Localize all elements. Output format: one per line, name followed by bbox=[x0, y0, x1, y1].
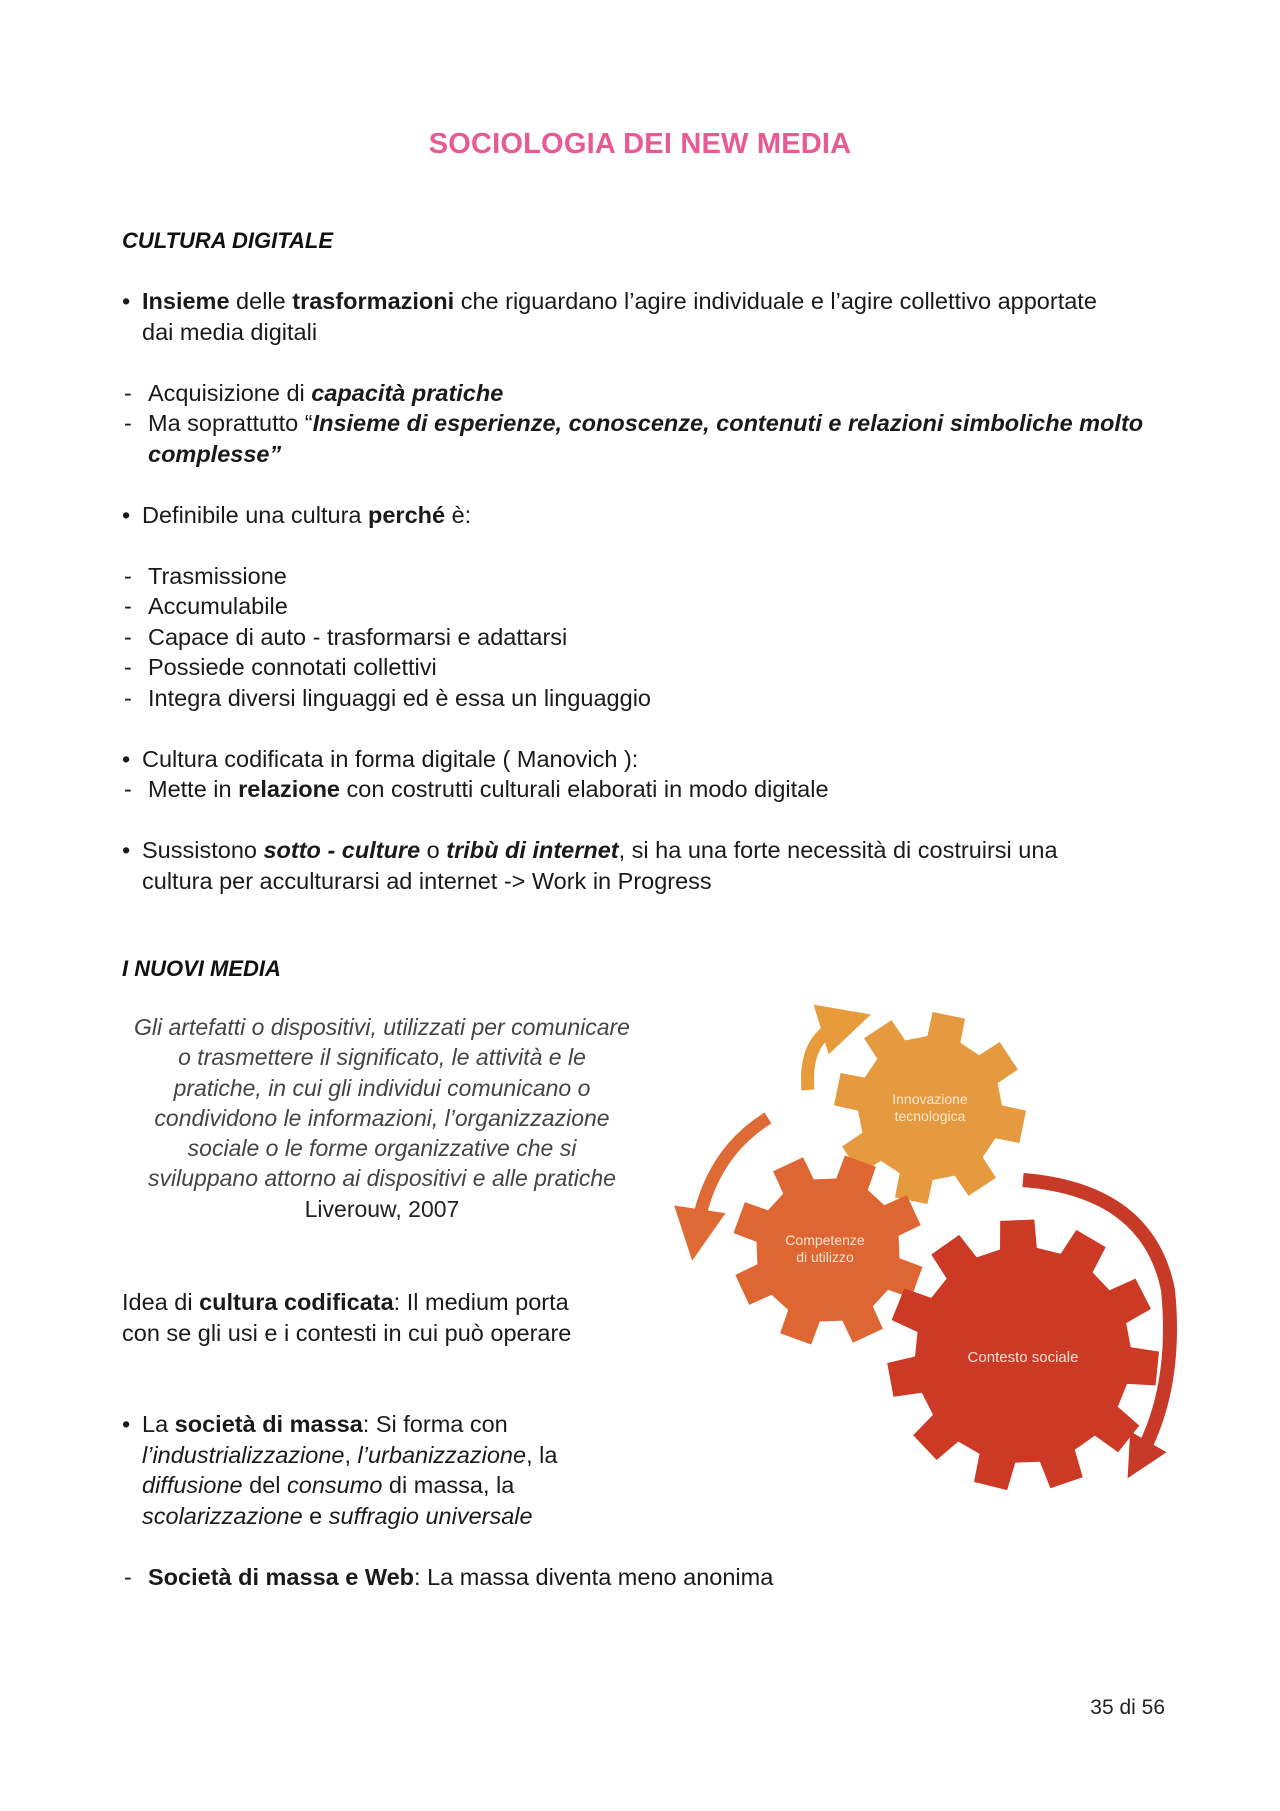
gears-diagram bbox=[668, 1000, 1228, 1510]
bullet-item: • La società di massa: Si forma con bbox=[122, 1409, 662, 1440]
dash-item: - Accumulabile bbox=[122, 591, 1182, 622]
bullet-item: • Sussistono sotto - culture o tribù di internet, si ha una forte necessità di costruirsi una bbox=[122, 835, 1182, 866]
bullet-continuation: dai media digitali bbox=[142, 318, 318, 345]
gear-label: Contesto sociale bbox=[967, 1349, 1079, 1366]
dash-item: - Mette in relazione con costrutti culturali elaborati in modo digitale bbox=[122, 774, 1182, 805]
bullet-item: • Definibile una cultura perché è: bbox=[122, 500, 1182, 531]
gear-label: tecnologica bbox=[894, 1108, 966, 1124]
section-heading-cultura-digitale: CULTURA DIGITALE bbox=[122, 228, 334, 253]
dash-item: - Trasmissione bbox=[122, 561, 1182, 592]
bullet-continuation: cultura per acculturarsi ad internet -> Work in Progress bbox=[142, 867, 712, 894]
bullet-item: • Insieme delle trasformazioni che riguardano l’agire individuale e l’agire collettivo apportate bbox=[122, 286, 1182, 317]
gear-label: Competenze bbox=[785, 1232, 865, 1248]
dash-item: - Capace di auto - trasformarsi e adattarsi bbox=[122, 622, 1182, 653]
gear-label: Innovazione bbox=[892, 1091, 968, 1107]
quote-author: Liverouw, 2007 bbox=[304, 1195, 460, 1222]
section2-body: Idea di cultura codificata: Il medium porta con se gli usi e i contesti in cui può operare • La società di massa: Si forma con l’industrializzazione, l’urbanizzazione, la diffusione del consumo di massa, la scolarizzazione e suffragio universale - Società di massa e Web: La massa diventa meno anonima bbox=[122, 1287, 662, 1592]
page-title: SOCIOLOGIA DEI NEW MEDIA bbox=[428, 128, 852, 160]
dash-continuation: complesse” bbox=[148, 440, 282, 467]
dash-item: - Acquisizione di capacità pratiche bbox=[122, 378, 1182, 409]
dash-item: - Integra diversi linguaggi ed è essa un linguaggio bbox=[122, 683, 1182, 714]
section1-body bbox=[122, 286, 1182, 896]
dash-item: - Società di massa e Web: La massa diventa meno anonima bbox=[122, 1562, 662, 1593]
dash-item: - Possiede connotati collettivi bbox=[122, 652, 1182, 683]
gear-label: di utilizzo bbox=[796, 1249, 854, 1265]
bullet-item: • Cultura codificata in forma digitale ( Manovich ): bbox=[122, 744, 1182, 775]
page-number: 35 di 56 bbox=[1090, 1696, 1165, 1719]
dash-item: - Ma soprattutto “Insieme di esperienze, conoscenze, contenuti e relazioni simboliche molto bbox=[122, 408, 1182, 439]
definition-quote: Gli artefatti o dispositivi, utilizzati per comunicare o trasmettere il significato, le attività e le pratiche, in cui gli individui comunicano o condividono le informazioni, l’organizzazione sociale o le forme organizzative che si sviluppano attorno ai dispositivi e alle pratiche Liverouw, 2007 bbox=[122, 1012, 642, 1224]
section-heading-nuovi-media: I NUOVI MEDIA bbox=[122, 956, 281, 981]
